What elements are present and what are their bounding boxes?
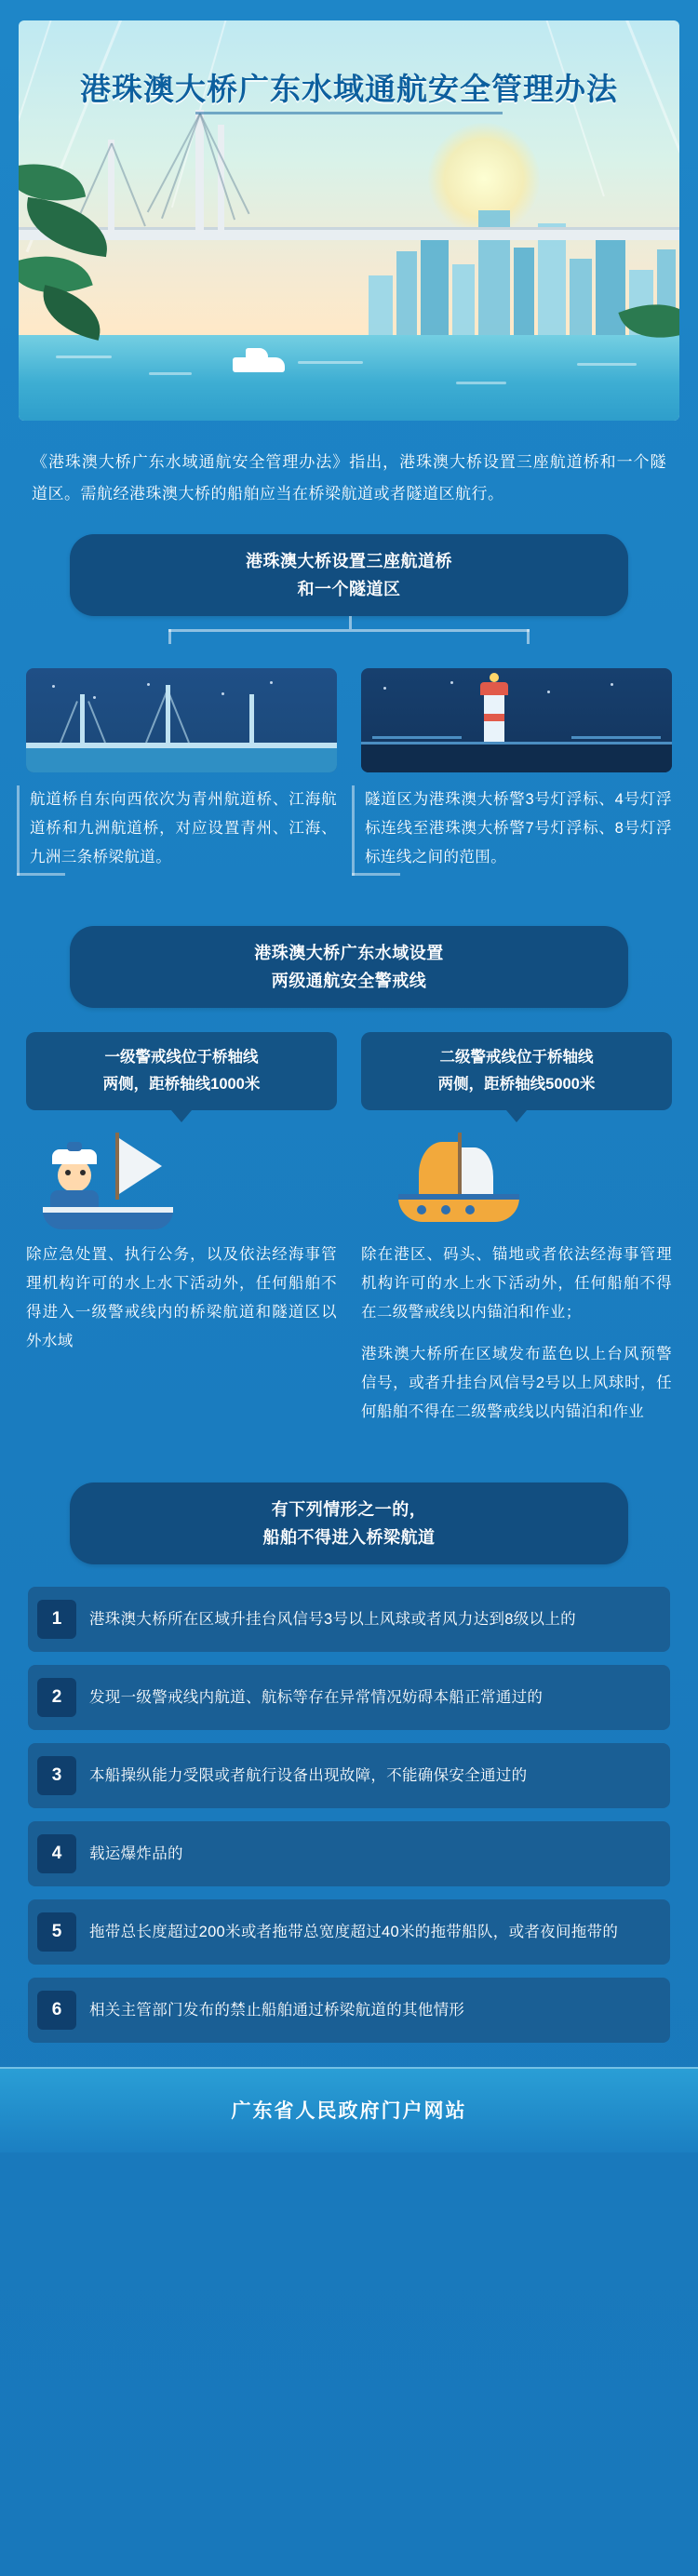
section3-banner <box>70 1483 628 1564</box>
list-item-text: 载运爆炸品的 <box>89 1845 183 1862</box>
list-item-number: 3 <box>37 1756 76 1795</box>
junk-boat-illustration <box>361 1133 672 1233</box>
bridge-pylon <box>108 140 114 233</box>
leaf-decoration <box>35 285 109 341</box>
list-item <box>28 1821 670 1886</box>
level1-paragraph: 除应急处置、执行公务，以及依法经海事管理机构许可的水上水下活动外，任何船舶不得进入一级警戒线内的桥梁航道和隧道区以外水域 <box>26 1246 337 1349</box>
bridge-illustration <box>26 668 337 772</box>
footer-text: 广东省人民政府门户网站 <box>231 2100 467 2122</box>
title-underline <box>195 112 503 114</box>
level2-paragraph-2: 港珠澳大桥所在区域发布蓝色以上台风预警信号，或者升挂台风信号2号以上风球时，任何船舶不得在二级警戒线以内锚泊和作业 <box>361 1346 672 1420</box>
prohibition-list <box>28 1587 670 2043</box>
sea-water <box>19 335 679 421</box>
section2-banner-line2: 两级通航安全警戒线 <box>271 972 427 990</box>
bridge-cable <box>199 114 249 215</box>
list-item-text: 发现一级警戒线内航道、航标等存在异常情况妨碍本船正常通过的 <box>89 1688 544 1706</box>
list-item-number: 4 <box>37 1834 76 1873</box>
sailboat-with-sailor-illustration <box>26 1133 337 1233</box>
bridge-deck <box>19 227 679 240</box>
list-item-number: 5 <box>37 1912 76 1952</box>
list-item-number: 1 <box>37 1600 76 1639</box>
section1-banner <box>70 534 628 616</box>
list-item-text: 港珠澳大桥所在区域升挂台风信号3号以上风球或者风力达到8级以上的 <box>89 1610 576 1628</box>
ship-cabin <box>246 348 268 359</box>
section1-right-text: 隧道区为港珠澳大桥警3号灯浮标、4号灯浮标连线至港珠澳大桥警7号灯浮标、8号灯浮标连线之间的范围。 <box>365 791 672 865</box>
bridge-pylon <box>195 110 204 233</box>
boat-illustrations <box>19 1133 679 1233</box>
footer-bar <box>0 2067 698 2153</box>
list-item <box>28 1665 670 1730</box>
list-item-text: 相关主管部门发布的禁止船舶通过桥梁航道的其他情形 <box>89 2001 465 2019</box>
intro-paragraph: 《港珠澳大桥广东水域通航安全管理办法》指出，港珠澳大桥设置三座航道桥和一个隧道区。需航经港珠澳大桥的船舶应当在桥梁航道或者隧道区航行。 <box>32 453 666 503</box>
page-title: 港珠澳大桥广东水域通航安全管理办法 <box>80 72 618 106</box>
list-item-number: 6 <box>37 1991 76 2030</box>
left-column-rule <box>17 785 20 876</box>
ship-illustration <box>233 357 285 372</box>
list-item-number: 2 <box>37 1678 76 1717</box>
level2-pill-line2: 两侧，距桥轴线5000米 <box>437 1076 596 1093</box>
list-item-text: 拖带总长度超过200米或者拖带总宽度超过40米的拖带船队，或者夜间拖带的 <box>89 1923 619 1940</box>
section1-left-text: 航道桥自东向西依次为青州航道桥、江海航道桥和九洲航道桥，对应设置青州、江海、九洲三条桥梁航道。 <box>30 791 337 865</box>
bridge-cable <box>111 143 146 227</box>
section1-right-column <box>361 668 672 872</box>
section2-banner-line1: 港珠澳大桥广东水域设置 <box>254 944 444 962</box>
banner-connector <box>26 616 672 644</box>
section1-columns <box>19 668 679 872</box>
section1-left-column <box>26 668 337 872</box>
section3-banner-line2: 船舶不得进入桥梁航道 <box>262 1528 436 1547</box>
hero-banner <box>19 20 679 421</box>
section1-banner-line2: 和一个隧道区 <box>297 580 401 598</box>
section3-banner-line1: 有下列情形之一的， <box>271 1500 427 1519</box>
list-item <box>28 1743 670 1808</box>
level1-pill-line1: 一级警戒线位于桥轴线 <box>104 1049 259 1066</box>
list-item <box>28 1899 670 1965</box>
light-ray <box>614 20 679 208</box>
right-column-rule <box>352 785 355 876</box>
level2-warning-text <box>361 1241 672 1427</box>
warning-line-pills <box>19 1032 679 1110</box>
level2-pill-line1: 二级警戒线位于桥轴线 <box>439 1049 594 1066</box>
list-item <box>28 1587 670 1652</box>
level2-paragraph-1: 除在港区、码头、锚地或者依法经海事管理机构许可的水上水下活动外，任何船舶不得在二级警戒线以内锚泊和作业； <box>361 1246 672 1321</box>
section2-banner <box>70 926 628 1008</box>
list-item <box>28 1978 670 2043</box>
section1-banner-line1: 港珠澳大桥设置三座航道桥 <box>246 552 452 570</box>
warning-line-texts <box>19 1241 679 1427</box>
level2-warning-pill <box>361 1032 672 1110</box>
lighthouse-illustration <box>361 668 672 772</box>
list-item-text: 本船操纵能力受限或者航行设备出现故障，不能确保安全通过的 <box>89 1766 528 1784</box>
level1-pill-line2: 两侧，距桥轴线1000米 <box>102 1076 261 1093</box>
level1-warning-pill <box>26 1032 337 1110</box>
level1-warning-text <box>26 1241 337 1427</box>
